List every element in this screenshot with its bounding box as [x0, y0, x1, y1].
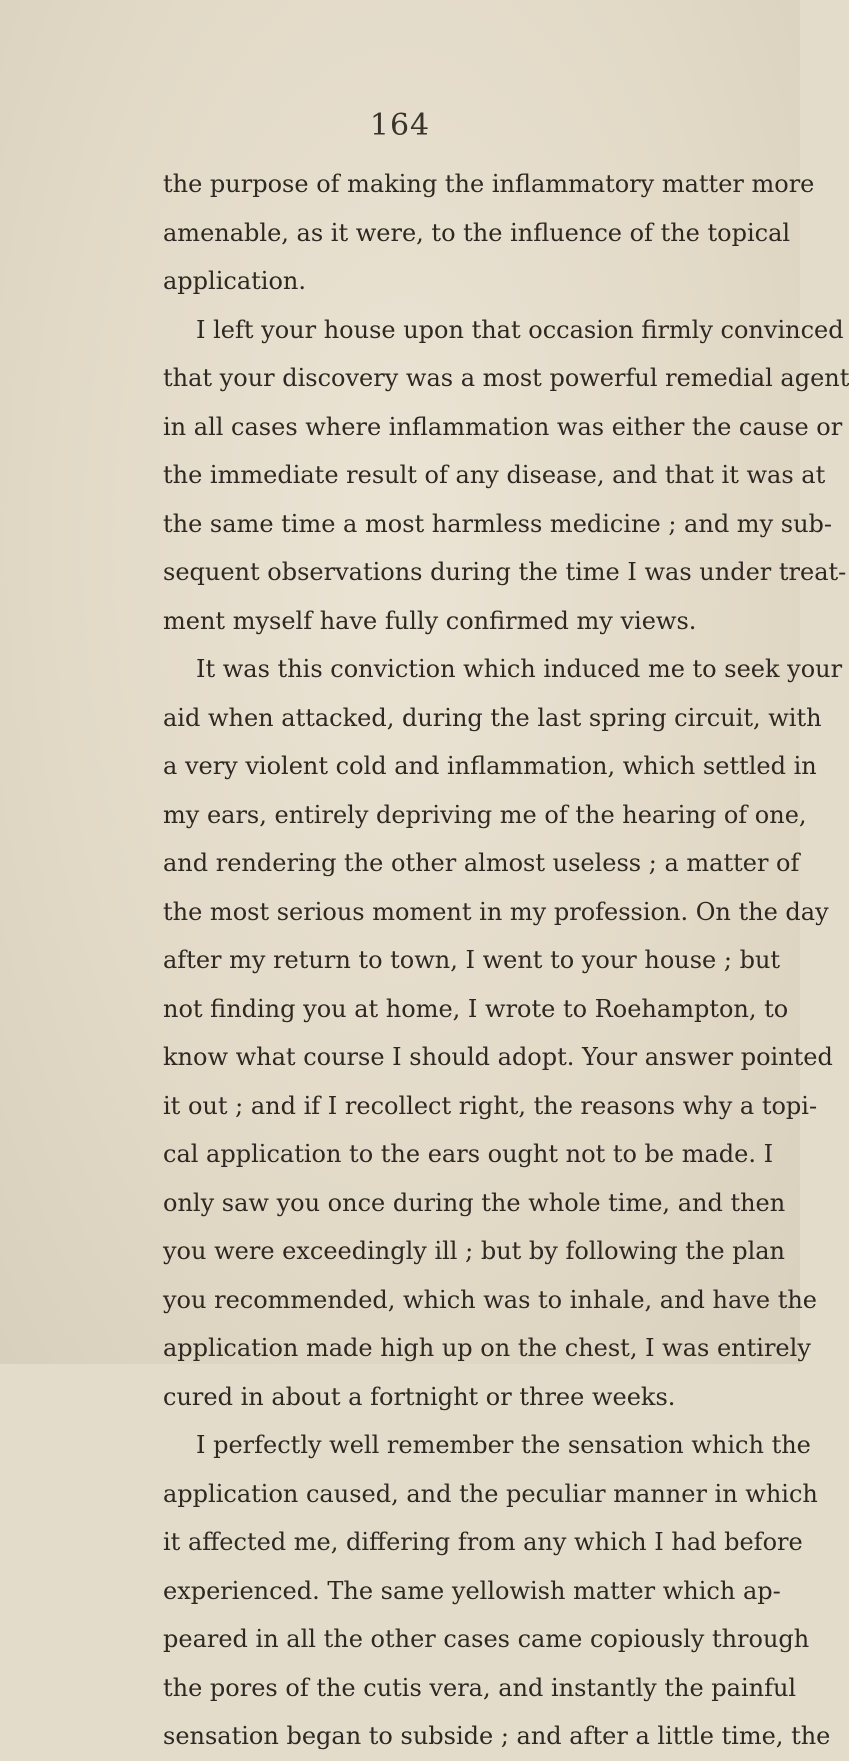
text-line: experienced. The same yellowish matter which ap-: [163, 1576, 781, 1605]
text-line: you recommended, which was to inhale, and have the: [163, 1285, 817, 1314]
text-line: that your discovery was a most powerful remedial agent: [163, 364, 849, 392]
text-line: peared in all the other cases came copiously through: [163, 1625, 810, 1653]
text-line: and rendering the other almost useless ; a matter of: [163, 849, 800, 877]
text-line: the same time a most harmless medicine ; and my sub-: [163, 509, 832, 538]
text-line: the most serious moment in my profession. On the day: [163, 897, 829, 926]
text-line: a very violent cold and inflammation, which settled in: [163, 752, 817, 780]
text-line: it out ; and if I recollect right, the reasons why a topi-: [163, 1091, 818, 1120]
text-line: after my return to town, I went to your house ; but: [163, 946, 781, 974]
text-line: the purpose of making the inflammatory matter more: [163, 170, 815, 198]
text-line: application made high up on the chest, I was entirely: [163, 1334, 811, 1362]
text-line: application.: [163, 267, 306, 295]
text-line: I perfectly well remember the sensation which the: [196, 1431, 811, 1459]
text-line: amenable, as it were, to the influence of the topical: [163, 218, 791, 247]
body-text: [163, 160, 849, 1761]
text-line: the immediate result of any disease, and that it was at: [163, 461, 826, 489]
text-line: my ears, entirely depriving me of the hearing of one,: [163, 800, 807, 829]
text-line: know what course I should adopt. Your answer pointed: [163, 1043, 833, 1071]
text-line: sensation began to subside ; and after a little time, the: [163, 1722, 831, 1750]
text-line: application caused, and the peculiar manner in which: [163, 1479, 818, 1508]
text-line: cal application to the ears ought not to be made. I: [163, 1140, 774, 1168]
text-line: in all cases where inflammation was either the cause or: [163, 412, 843, 441]
text-line: not finding you at home, I wrote to Roehampton, to: [163, 994, 789, 1023]
text-line: the pores of the cutis vera, and instantly the painful: [163, 1673, 797, 1702]
text-line: I left your house upon that occasion firmly convinced: [196, 315, 844, 344]
text-line: It was this conviction which induced me to seek your: [196, 655, 843, 683]
text-line: cured in about a fortnight or three weeks.: [163, 1382, 676, 1411]
text-line: ment myself have fully confirmed my views.: [163, 606, 697, 635]
page-number: 164: [369, 108, 431, 143]
text-line: you were exceedingly ill ; but by following the plan: [163, 1237, 786, 1265]
text-line: it affected me, differing from any which I had before: [163, 1528, 803, 1556]
text-line: aid when attacked, during the last spring circuit, with: [163, 703, 822, 732]
text-line: sequent observations during the time I was under treat-: [163, 558, 847, 586]
text-line: only saw you once during the whole time, and then: [163, 1188, 786, 1217]
